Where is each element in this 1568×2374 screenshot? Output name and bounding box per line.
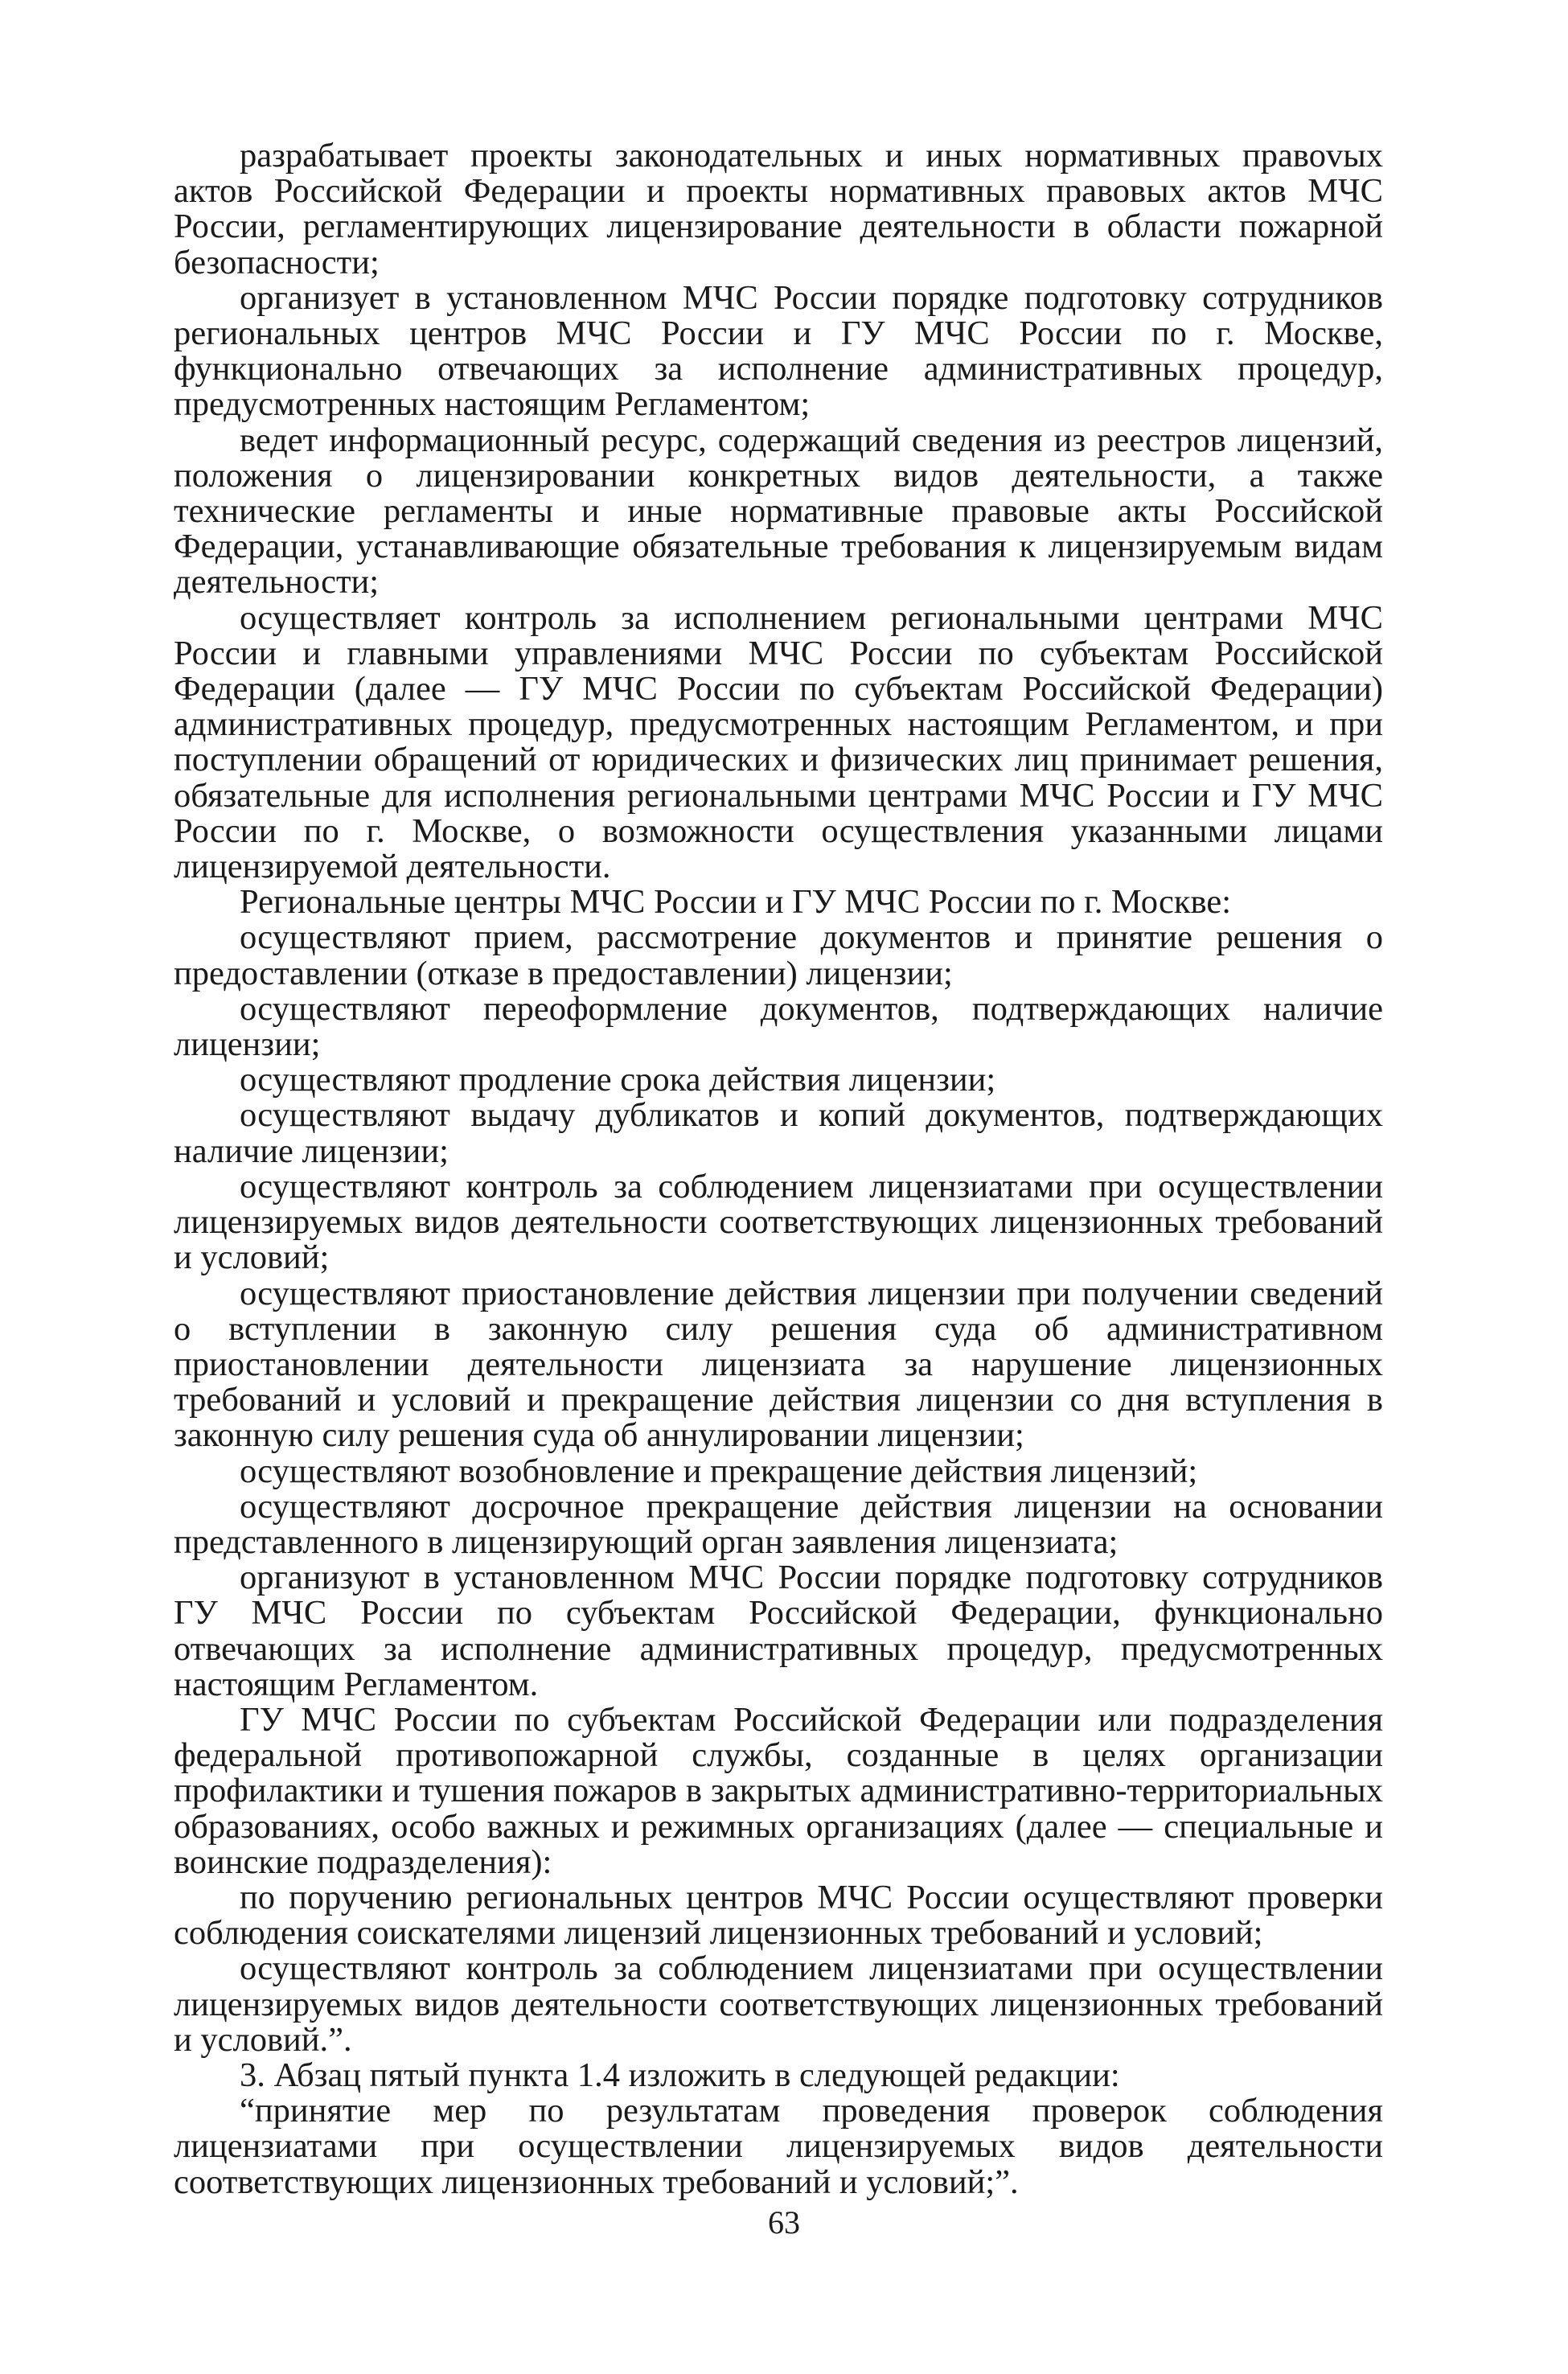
- paragraph: осуществляют переоформление документов, подтверждающих наличие лицензии;: [174, 989, 1383, 1064]
- paragraph: организует в установленном МЧС России порядке подготовку сотрудников региональных центров МЧС России и ГУ МЧС России по г. Москве, функционально отвечающих за исполнение административных процедур, предусмотренных настоящим Регламентом;: [174, 278, 1383, 424]
- paragraph: организуют в установленном МЧС России порядке подготовку сотрудников ГУ МЧС России по субъектам Российской Федерации, функционально отвечающих за исполнение административных процедур, предусмотренных настоящим Регламентом.: [174, 1559, 1383, 1703]
- paragraph: осуществляют возобновление и прекращение действия лицензий;: [240, 1452, 1198, 1490]
- paragraph: Региональные центры МЧС России и ГУ МЧС России по г. Москве:: [240, 883, 1232, 922]
- paragraph: по поручению региональных центров МЧС России осуществляют проверки соблюдения соискателями лицензий лицензионных требований и условий;: [174, 1878, 1383, 1953]
- paragraph: осуществляет контроль за исполнением региональными центрами МЧС России и главными управлениями МЧС России по субъектам Российской Федерации (далее — ГУ МЧС России по субъектам Российской Федерации) административных процедур, предусмотренных настоящим Регламентом, и при поступлении обращений от юридических и физических лиц принимает решения, обязательные для исполнения региональными центрами МЧС России и ГУ МЧС России по г. Москве, о возможности осуществления указанными лицами лицензируемой деятельности.: [174, 598, 1383, 886]
- paragraph: ГУ МЧС России по субъектам Российской Федерации или подразделения федеральной противопожарной службы, созданные в целях организации профилактики и тушения пожаров в закрытых административно-территориальных образованиях, особо важных и режимных организациях (далее — специальные и воинские подразделения):: [174, 1700, 1383, 1881]
- paragraph: “принятие мер по результатам проведения проверок соблюдения лицензиатами при осуществлении лицензируемых видов деятельности соответствующих лицензионных требований и условий;”.: [174, 2092, 1383, 2201]
- paragraph: 3. Абзац пятый пункта 1.4 изложить в следующей редакции:: [240, 2056, 1120, 2094]
- paragraph: осуществляют прием, рассмотрение документов и принятие решения о предоставлении (отказе в предоставлении) лицензии;: [174, 918, 1383, 992]
- paragraph: осуществляют продление срока действия лицензии;: [240, 1061, 996, 1099]
- paragraph: осуществляют контроль за соблюдением лицензиатами при осуществлении лицензируемых видов деятельности соответствующих лицензионных требований и условий.”.: [174, 1949, 1383, 2059]
- paragraph: осуществляют досрочное прекращение действия лицензии на основании представленного в лицензирующий орган заявления лицензиата;: [174, 1487, 1383, 1561]
- paragraph: осуществляют выдачу дубликатов и копий документов, подтверждающих наличие лицензии;: [174, 1096, 1383, 1170]
- paragraph: разрабатывает проекты законодательных и иных нормативных правоvых актов Российской Федерации и проекты нормативных правовых актов МЧС России, регламентирующих лицензирование деятельности в области пожарной безопасности;: [174, 137, 1383, 281]
- paragraph: ведет информационный ресурс, содержащий сведения из реестров лицензий, положения о лицензировании конкретных видов деятельности, а также технические регламенты и иные нормативные правовые акты Российской Федерации, устанавливающие обязательные требования к лицензируемым видам деятельности;: [174, 421, 1383, 602]
- document-body: [174, 138, 1383, 2200]
- page-number: 63: [768, 2204, 800, 2241]
- paragraph: осуществляют контроль за соблюдением лицензиатами при осуществлении лицензируемых видов деятельности соответствующих лицензионных требований и условий;: [174, 1167, 1383, 1277]
- paragraph: осуществляют приостановление действия лицензии при получении сведений о вступлении в законную силу решения суда об административном приостановлении деятельности лицензиата за нарушение лицензионных требований и условий и прекращение действия лицензии со дня вступления в законную силу решения суда об аннулировании лицензии;: [174, 1274, 1383, 1455]
